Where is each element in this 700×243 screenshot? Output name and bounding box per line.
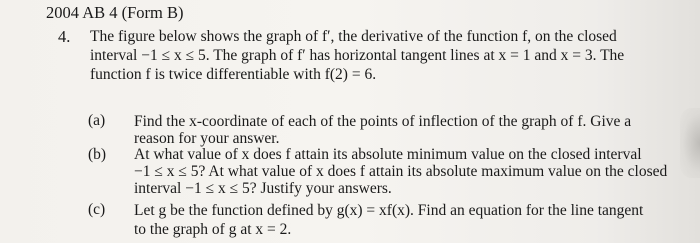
part-b-text xyxy=(134,146,694,197)
part-b-line: At what value of x does f attain its absolute minimum value on the closed interval xyxy=(134,146,642,163)
question-intro xyxy=(90,27,670,84)
part-b-line: −1 ≤ x ≤ 5? At what value of x does f attain its absolute maximum value on the closed xyxy=(134,163,668,180)
part-b-label: (b) xyxy=(88,146,107,163)
part-c-label: (c) xyxy=(88,201,106,218)
part-c-line: to the graph of g at x = 2. xyxy=(134,221,292,238)
part-a-line: reason for your answer. xyxy=(134,130,280,147)
part-b-line: interval −1 ≤ x ≤ 5? Justify your answers. xyxy=(134,180,392,197)
question-number: 4. xyxy=(58,27,71,46)
part-a-text xyxy=(134,112,694,147)
problem-header: 2004 AB 4 (Form B) xyxy=(46,3,184,22)
part-a-line: Find the x-coordinate of each of the points of inflection of the graph of f. Give a xyxy=(134,113,632,130)
intro-line: function f is twice differentiable with f(2) = 6. xyxy=(90,66,377,83)
part-c-line: Let g be the function defined by g(x) = xf(x). Find an equation for the line tangent xyxy=(134,202,644,219)
intro-line: interval −1 ≤ x ≤ 5. The graph of f′ has horizontal tangent lines at x = 1 and x = 3. The xyxy=(90,47,625,64)
page-edge-shadow xyxy=(680,108,700,178)
part-a-label: (a) xyxy=(88,112,106,129)
part-c-text xyxy=(134,201,694,239)
intro-line: The figure below shows the graph of f′, the derivative of the function f, on the closed xyxy=(90,28,617,45)
